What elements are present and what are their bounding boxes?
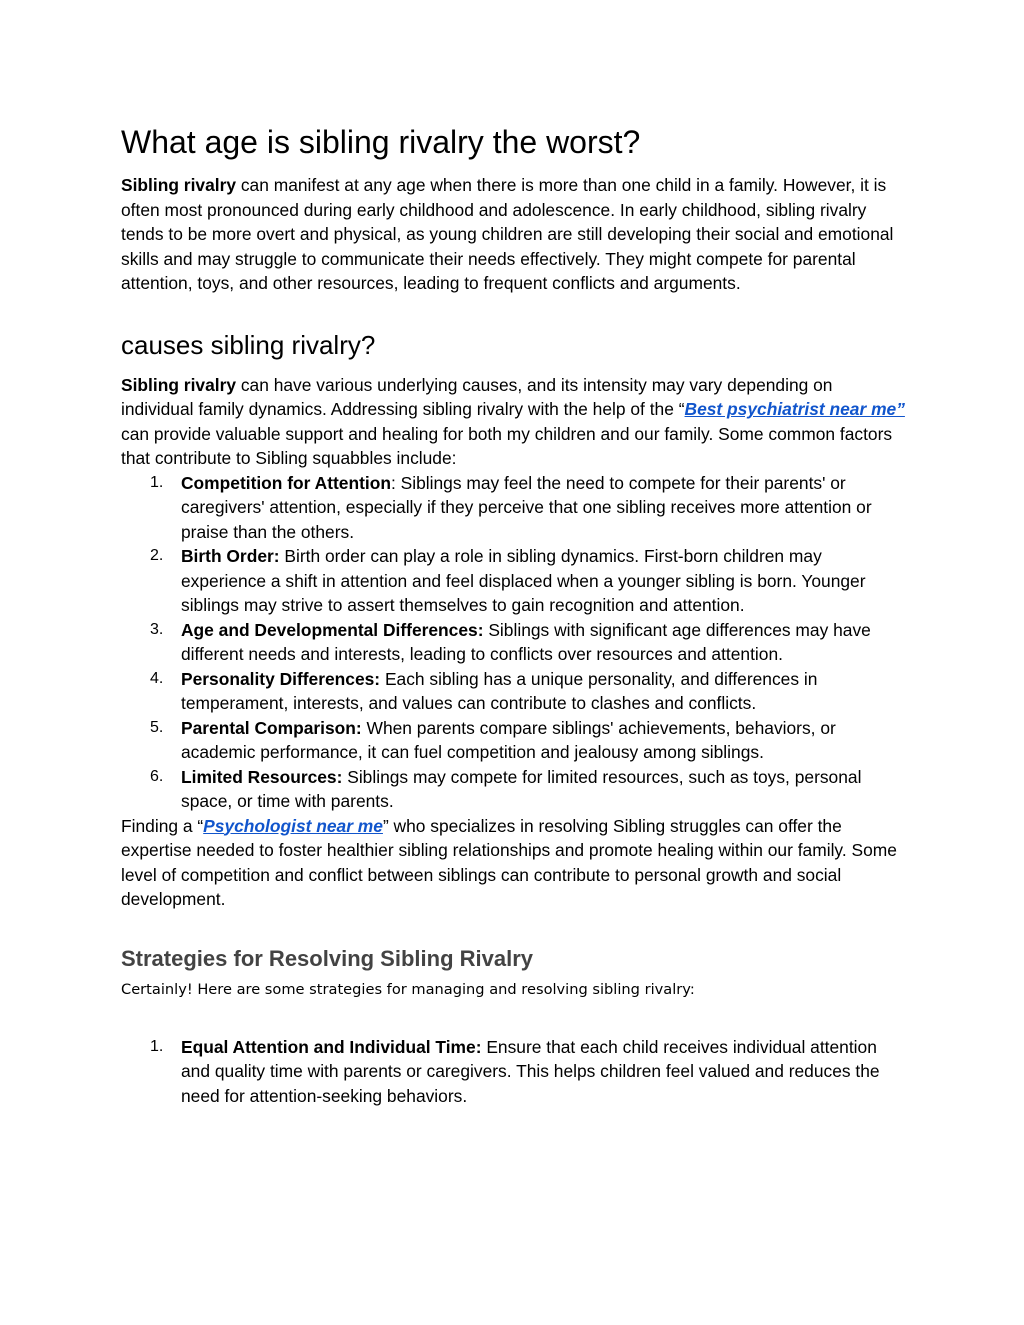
list-item-title: Parental Comparison: xyxy=(181,717,362,738)
list-item-text: Each sibling has a unique personality, and differences in temperament, interests, and values can contribute to clashes and conflicts. xyxy=(181,668,818,713)
strategies-list xyxy=(121,1035,906,1109)
list-item-title: Personality Differences: xyxy=(181,668,381,689)
section-heading-causes: causes sibling rivalry? xyxy=(121,329,376,360)
list-number: 3. xyxy=(150,620,164,638)
list-item-text: Siblings with significant age differences may have different needs and interests, leading to conflicts over resources and attention. xyxy=(181,619,871,664)
list-item-title: Competition for Attention xyxy=(181,472,391,493)
list-item-title: Age and Developmental Differences: xyxy=(181,619,484,640)
list-item-sep: : xyxy=(390,472,396,493)
list-item-text: Siblings may compete for limited resources, such as toys, personal space, or time with parents. xyxy=(181,766,862,811)
paragraph-text: can provide valuable support and healing for both my children and our family. Some common factors that contribute to Sibling squabbles include: xyxy=(121,423,893,468)
list-item-title: Equal Attention and Individual Time: xyxy=(181,1036,482,1057)
list-item xyxy=(121,544,906,618)
list-item xyxy=(121,716,906,765)
list-item xyxy=(121,667,906,716)
bold-term: Sibling rivalry xyxy=(121,374,237,395)
paragraph-intro xyxy=(121,173,906,296)
list-item xyxy=(121,765,906,814)
list-item-text: Siblings may feel the need to compete for their parents' or caregivers' attention, especially if they perceive that one sibling receives more attention or praise than the others. xyxy=(181,472,872,542)
paragraph-text: ” who specializes in resolving Sibling struggles can offer the expertise needed to foster healthier sibling relationships and promote healing within our family. Some level of competition and conflict between siblings can contribute to personal growth and social development. xyxy=(121,815,897,909)
link-psychologist-near-me[interactable]: Psychologist near me xyxy=(203,815,383,836)
list-number: 1. xyxy=(150,1037,164,1055)
list-item xyxy=(121,618,906,667)
link-best-psychiatrist[interactable]: Best psychiatrist near me” xyxy=(684,399,905,419)
page-title: What age is sibling rivalry the worst? xyxy=(121,124,641,160)
list-number: 6. xyxy=(150,767,164,785)
paragraph-text: Finding a “ xyxy=(121,815,204,836)
section-heading-strategies: Strategies for Resolving Sibling Rivalry xyxy=(121,945,533,971)
list-item-text: Ensure that each child receives individual attention and quality time with parents or caregivers. This helps children feel valued and reduces the need for attention-seeking behaviors. xyxy=(181,1036,880,1106)
document-page xyxy=(121,112,906,1108)
list-item xyxy=(121,471,906,545)
bold-term: Sibling rivalry xyxy=(121,175,237,195)
list-number: 5. xyxy=(150,718,164,736)
paragraph-finding xyxy=(121,814,906,912)
causes-list xyxy=(121,471,906,814)
paragraph-causes xyxy=(121,373,906,471)
list-number: 1. xyxy=(150,473,164,491)
paragraph-text: can manifest at any age when there is more than one child in a family. However, it is often most pronounced during early childhood and adolescence. In early childhood, sibling rivalry tends to be more overt and physical, as young children are still developing their social and emotional skills and may struggle to communicate their needs effectively. They might compete for parental attention, toys, and other resources, leading to frequent conflicts and arguments. xyxy=(121,175,894,293)
list-item xyxy=(121,1035,906,1109)
list-item-text: When parents compare siblings' achievements, behaviors, or academic performance, it can fuel competition and jealousy among siblings. xyxy=(181,717,836,762)
strategies-intro: Certainly! Here are some strategies for managing and resolving sibling rivalry: xyxy=(121,980,695,998)
paragraph-text: can have various underlying causes, and its intensity may vary depending on individual family dynamics. Addressing sibling rivalry with the help of the “ xyxy=(121,374,833,419)
list-number: 4. xyxy=(150,669,164,687)
list-item-title: Birth Order: xyxy=(181,546,280,566)
list-number: 2. xyxy=(150,547,164,564)
list-item-title: Limited Resources: xyxy=(181,766,343,787)
list-item-text: Birth order can play a role in sibling dynamics. First-born children may experience a shift in attention and feel displaced when a younger sibling is born. Younger siblings may strive to assert themselves to gain recognition and attention. xyxy=(181,546,866,615)
